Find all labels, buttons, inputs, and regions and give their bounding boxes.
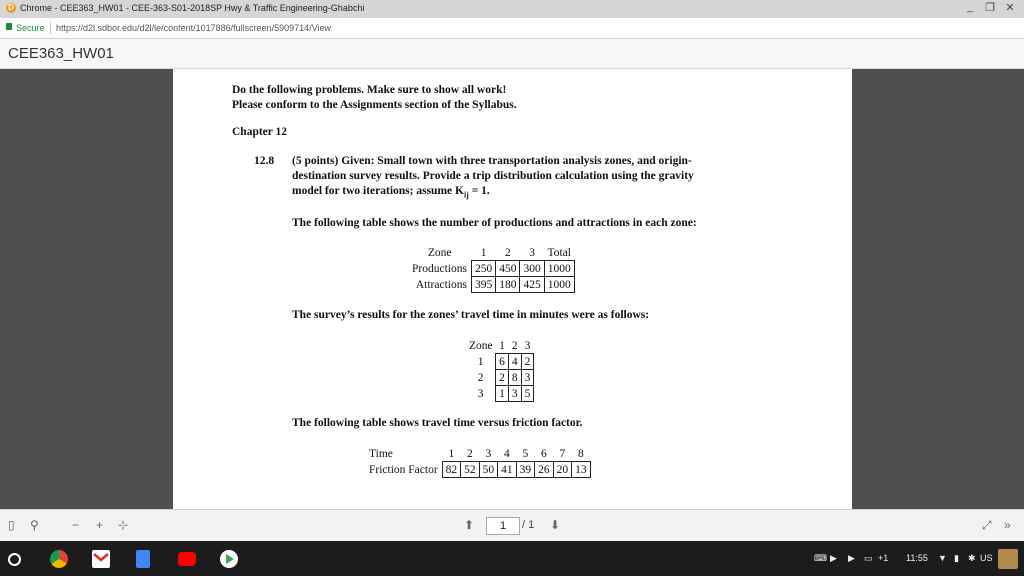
launcher-icon[interactable]	[8, 553, 21, 566]
table3-caption: The following table shows travel time versus friction factor.	[292, 417, 583, 429]
play-icon[interactable]: ▶	[848, 553, 855, 563]
clock[interactable]: 11:55	[906, 553, 928, 563]
zoom-out-icon[interactable]: −	[72, 518, 80, 532]
table-row: Zone 1 2 3	[469, 339, 531, 352]
chrome-app-icon[interactable]	[50, 550, 68, 568]
table-row: Productions 250 450 300 1000	[409, 261, 574, 277]
document-page	[173, 69, 852, 509]
problem-text-line-2: destination survey results. Provide a trip distribution calculation using the gravity	[292, 170, 694, 182]
fit-page-icon[interactable]: ⊹	[118, 518, 129, 532]
address-bar[interactable]	[0, 18, 1024, 39]
productions-attractions-table	[409, 245, 575, 293]
table-row: 1 6 4 2	[466, 354, 534, 370]
table1-caption: The following table shows the number of productions and attractions in each zone:	[292, 217, 697, 229]
play-store-app-icon[interactable]	[220, 550, 238, 568]
document-viewer[interactable]	[0, 69, 1024, 509]
keyboard-icon[interactable]: ⌨	[814, 553, 827, 563]
app-header	[0, 39, 1024, 69]
wifi-icon[interactable]: ▼	[938, 553, 947, 563]
url-text[interactable]: https://d2l.sdbor.edu/d2l/le/content/1017886/fullscreen/5909714/View	[56, 23, 332, 33]
search-icon[interactable]: ⚲	[30, 518, 39, 532]
notification-count: +1	[878, 553, 889, 563]
table-row: Attractions 395 180 425 1000	[409, 277, 574, 293]
zoom-in-icon[interactable]: +	[96, 518, 104, 532]
page-count: / 1	[522, 519, 535, 531]
minimize-icon[interactable]: _	[966, 1, 974, 13]
locale-label[interactable]: US	[980, 553, 993, 563]
problem-text-line-1: (5 points) Given: Small town with three transportation analysis zones, and origin-	[292, 155, 692, 167]
page-number-input[interactable]: 1	[486, 517, 520, 535]
page-title: CEE363_HW01	[8, 45, 114, 62]
fullscreen-icon[interactable]: ⤢	[982, 518, 992, 532]
lock-icon	[6, 23, 12, 30]
instructions-line-1: Do the following problems. Make sure to show all work!	[232, 84, 507, 96]
problem-number: 12.8	[254, 155, 275, 167]
more-tools-icon[interactable]: »	[1004, 518, 1011, 532]
docs-app-icon[interactable]	[136, 550, 150, 568]
address-divider	[50, 21, 51, 34]
cast-icon[interactable]: ▶	[830, 553, 837, 563]
table-row: Time 1 2 3 4 5 6 7 8	[369, 447, 584, 460]
next-page-icon[interactable]: ⬇	[550, 518, 561, 532]
window-title: Chrome - CEE363_HW01 - CEE-363-S01-2018SP Hwy & Traffic Engineering-Ghabchi	[20, 3, 365, 13]
notification-icon[interactable]: ▭	[864, 553, 873, 563]
viewer-toolbar	[0, 509, 1024, 542]
os-taskbar	[0, 541, 1024, 576]
battery-icon[interactable]: ▮	[954, 553, 959, 563]
bluetooth-icon[interactable]: ✱	[968, 553, 976, 563]
chapter-heading: Chapter 12	[232, 126, 288, 138]
close-icon[interactable]: ✕	[1005, 2, 1015, 14]
avatar[interactable]	[998, 549, 1018, 569]
sidebar-toggle-icon[interactable]: ▯	[8, 518, 15, 532]
travel-time-table	[466, 338, 534, 402]
table2-caption: The survey’s results for the zones’ travel time in minutes were as follows:	[292, 309, 650, 321]
table-row: 3 1 3 5	[466, 386, 534, 402]
secure-label: Secure	[16, 23, 45, 33]
previous-page-icon[interactable]: ⬆	[464, 518, 475, 532]
chrome-favicon-icon: D	[6, 3, 16, 13]
problem-text-line-3: model for two iterations; assume $K_{ij} = 1$.	[292, 185, 490, 200]
table-row: Friction Factor 82 52 50 41 39 26 20 13	[366, 462, 590, 478]
friction-factor-table	[366, 446, 591, 478]
gmail-app-icon[interactable]	[92, 550, 110, 568]
youtube-app-icon[interactable]	[178, 552, 196, 566]
table-row: Zone 1 2 3 Total	[427, 246, 571, 259]
instructions-line-2: Please conform to the Assignments section of the Syllabus.	[232, 99, 517, 111]
restore-icon[interactable]: ❐	[985, 2, 995, 14]
table-row: 2 2 8 3	[466, 370, 534, 386]
browser-title-bar	[0, 0, 1024, 18]
